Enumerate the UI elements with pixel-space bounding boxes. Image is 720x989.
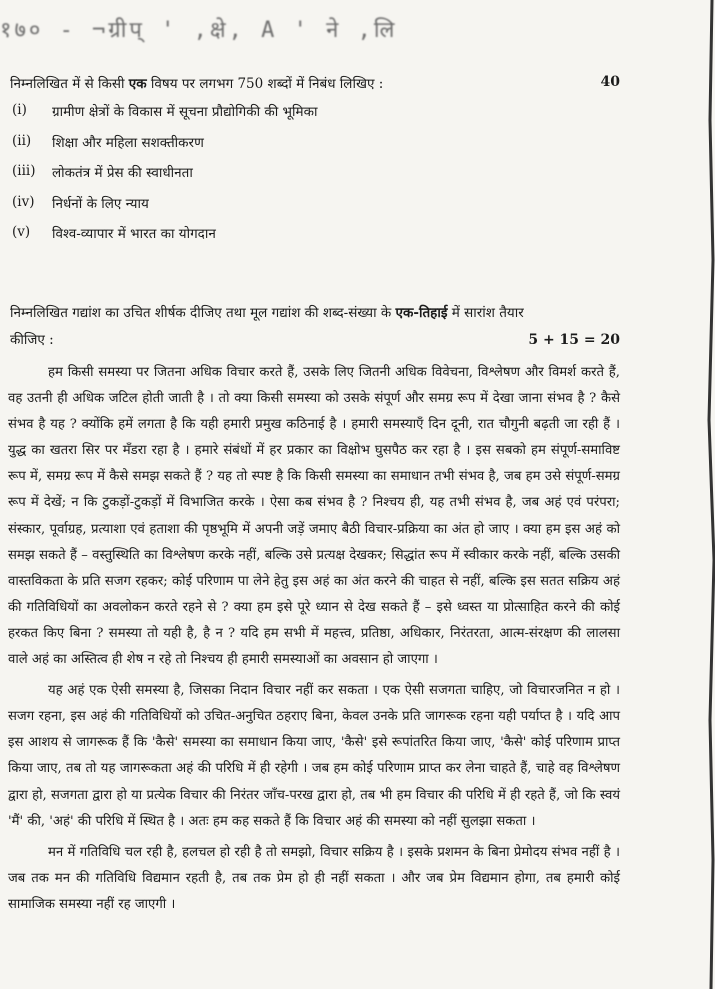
topic-text: शिक्षा और महिला सशक्तीकरण <box>52 134 204 151</box>
topic-item <box>12 224 612 255</box>
header-scribble: १७० - ¬ग्रीप् ' ,क्षे, A ' ने ,लि <box>0 18 398 43</box>
topic-text: लोकतंत्र में प्रेस की स्वाधीनता <box>52 165 193 181</box>
question-2-instruction <box>10 300 620 354</box>
q2-instruction-text: निम्नलिखित गद्यांश का उचित शीर्षक दीजिए तथा मूल गद्यांश की शब्द-संख्या के <box>10 305 396 321</box>
topic-text: निर्धनों के लिए न्याय <box>52 195 149 212</box>
topic-item <box>12 163 612 194</box>
q2-instruction-text-end: में सारांश तैयार <box>447 305 524 321</box>
page-edge-shadow <box>698 0 720 989</box>
passage-paragraph-3: मन में गतिविधि चल रही है, हलचल हो रही है तो समझो, विचार सक्रिय है । इसके प्रशमन के बिना प्रेमोदय संभव नहीं है । जब तक मन की गतिविधि विद्यमान रहती है, तब तक प्रेम हो ही नहीं सकता । और जब प्रेम विद्यमान होगा, तब हमारी कोई सामाजिक समस्या नहीं रह जाएगी । <box>8 844 620 912</box>
topic-text: ग्रामीण क्षेत्रों के विकास में सूचना प्रौद्योगिकी की भूमिका <box>52 104 318 120</box>
q2-marks: 5 + 15 = 20 <box>528 332 620 348</box>
topic-item <box>12 133 612 164</box>
precis-passage <box>8 360 620 923</box>
topic-number: (iv) <box>12 193 35 210</box>
q1-marks: 40 <box>600 74 620 90</box>
topic-item <box>12 102 612 133</box>
passage-paragraph-2: यह अहं एक ऐसी समस्या है, जिसका निदान विचार नहीं कर सकता । एक ऐसी सजगता चाहिए, जो विचारजनित न हो । सजग रहना, इस अहं की गतिविधियों को उचित-अनुचित ठहराए बिना, केवल उनके प्रति जागरूक रहना यही पर्याप्त है । यदि आप इस आशय से जागरूक हैं कि 'कैसे' समस्या का समाधान किया जाए, 'कैसे' इसे रूपांतरित किया जाए, 'कैसे' कोई परिणाम प्राप्त किया जाए, तब तो यह जागरूकता अहं की परिधि में ही रहेगी । जब हम कोई परिणाम प्राप्त कर लेना चाहते हैं, चाहे वह विश्लेषण द्वारा हो, सजगता द्वारा हो या प्रत्येक विचार की निरंतर जाँच-परख द्वारा हो, तब भी हम विचार की परिधि में ही रहते हैं, जो कि स्वयं 'मैं' की, 'अहं' की परिधि में स्थित है । अतः हम कह सकते हैं कि विचार अहं की समस्या को नहीं सुलझा सकता । <box>8 683 620 829</box>
topic-number: (ii) <box>12 132 32 149</box>
passage-paragraph-1: हम किसी समस्या पर जितना अधिक विचार करते हैं, उसके लिए जितनी अधिक विवेचना, विश्लेषण और विमर्श करते हैं, वह उतनी ही अधिक जटिल होती जाती है । तो क्या किसी समस्या को उसके संपूर्ण और समग्र रूप में देखा जाना संभव है ? कैसे संभव है यह ? क्योंकि हमें लगता है कि यही हमारी प्रमुख कठिनाई है । हमारी समस्याएँ दिन दूनी, रात चौगुनी बढ़ती जा रही हैं । युद्ध का खतरा सिर पर मँडरा रहा है । हमारे संबंधों में हर प्रकार का विक्षोभ घुसपैठ कर रहा है । इस सबको हम संपूर्ण-समाविष्ट रूप में, समग्र रूप में कैसे समझ सकते हैं ? यह तो स्पष्ट है कि किसी समस्या का समाधान तभी संभव है, जब हम उसे संपूर्ण-समग्र रूप में देखें; न कि टुकड़ों-टुकड़ों में विभाजित करके । ऐसा कब संभव है ? निश्चय ही, यह तभी संभव है, जब अहं एवं परंपरा; संस्कार, पूर्वाग्रह, प्रत्याशा एवं हताशा की पृष्ठभूमि में अपनी जड़ें जमाए बैठी विचार-प्रक्रिया का अंत हो जाए । क्या हम इस अहं को समझ सकते हैं – वस्तुस्थिति का विश्लेषण करके नहीं, बल्कि उसे प्रत्यक्ष देखकर; सिद्धांत रूप में स्वीकार करके नहीं, बल्कि उसकी वास्तविकता के प्रति सजग रहकर; कोई परिणाम पा लेने हेतु इस अहं का अंत करने की चाहत से नहीं, बल्कि इस सतत सक्रिय अहं की गतिविधियों का अवलोकन करते रहने से ? क्या हम इसे पूरे ध्यान से देख सकते हैं – इसे ध्वस्त या प्रोत्साहित करने की कोई हरकत किए बिना ? समस्या तो यही है, है न ? यदि हम सभी में महत्त्व, प्रतिष्ठा, अधिकार, निरंतरता, आत्म-संरक्षण की लालसा वाले अहं का अस्तित्व ही शेष न रहे तो निश्चय ही हमारी समस्याओं का अवसान हो जाएगा । <box>8 365 620 668</box>
essay-topic-list <box>12 102 612 255</box>
q1-instruction-text: निम्नलिखित में से किसी <box>10 76 129 92</box>
question-1-instruction <box>10 74 620 92</box>
topic-text: विश्व-व्यापार में भारत का योगदान <box>52 226 216 242</box>
topic-item <box>12 194 612 225</box>
topic-number: (iii) <box>12 163 36 179</box>
topic-number: (i) <box>12 102 27 118</box>
q1-instruction-text-end: विषय पर लगभग 750 शब्दों में निबंध लिखिए : <box>146 76 384 92</box>
q2-instruction-line2: कीजिए : <box>10 332 54 348</box>
q1-instruction-bold: एक <box>128 76 147 92</box>
q2-instruction-bold: एक-तिहाई <box>395 305 448 321</box>
topic-number: (v) <box>12 224 31 240</box>
